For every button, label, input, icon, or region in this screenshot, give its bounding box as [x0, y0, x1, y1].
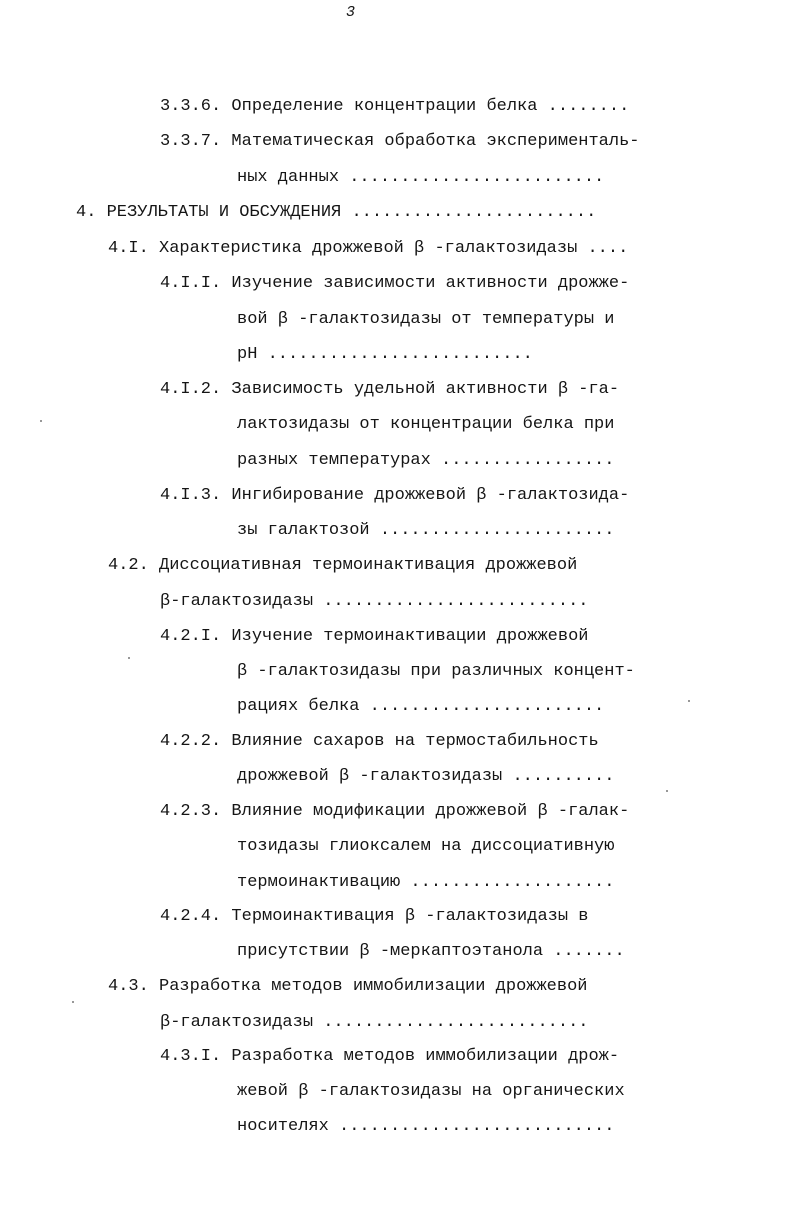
toc-entry-4-2-1-cont1: β -галактозидазы при различных концент- [237, 662, 635, 681]
toc-entry-4-3-cont: β-галактозидазы .......................... [160, 1013, 589, 1032]
page-number: 3 [346, 4, 356, 21]
toc-entry-4-1: 4.I. Характеристика дрожжевой β -галактозидазы .... [108, 239, 629, 258]
toc-entry-4-1-1-cont1: вой β -галактозидазы от температуры и [237, 310, 615, 329]
toc-entry-4-3-1-cont1: жевой β -галактозидазы на органических [237, 1082, 625, 1101]
toc-entry-4-1-3-cont: зы галактозой ....................... [237, 521, 615, 540]
toc-entry-4-2-2: 4.2.2. Влияние сахаров на термостабильность [160, 732, 599, 751]
toc-entry-4-2-3-cont2: термоинактивацию .................... [237, 873, 615, 892]
toc-entry-4-2-1-cont2: рациях белка ....................... [237, 697, 605, 716]
toc-entry-3-3-7: 3.3.7. Математическая обработка эксперименталь- [160, 132, 640, 151]
toc-entry-4-2-4: 4.2.4. Термоинактивация β -галактозидазы в [160, 907, 589, 926]
toc-entry-4-3: 4.3. Разработка методов иммобилизации дрожжевой [108, 977, 588, 996]
scan-speck [666, 790, 668, 792]
toc-entry-4-2-3: 4.2.3. Влияние модификации дрожжевой β -галак- [160, 802, 630, 821]
toc-entry-4-2-2-cont: дрожжевой β -галактозидазы .......... [237, 767, 615, 786]
toc-entry-4-3-1: 4.3.I. Разработка методов иммобилизации дрож- [160, 1047, 620, 1066]
toc-entry-4: 4. РЕЗУЛЬТАТЫ И ОБСУЖДЕНИЯ ........................ [76, 203, 597, 222]
toc-entry-4-2-1: 4.2.I. Изучение термоинактивации дрожжевой [160, 627, 589, 646]
toc-entry-3-3-6: 3.3.6. Определение концентрации белка ........ [160, 97, 630, 116]
toc-entry-4-3-1-cont2: носителях ........................... [237, 1117, 615, 1136]
toc-entry-4-1-2-cont2: разных температурах ................. [237, 451, 615, 470]
toc-entry-4-1-3: 4.I.3. Ингибирование дрожжевой β -галактозида- [160, 486, 630, 505]
toc-entry-4-2-3-cont1: тозидазы глиоксалем на диссоциативную [237, 837, 615, 856]
toc-entry-4-1-2: 4.I.2. Зависимость удельной активности β -га- [160, 380, 620, 399]
toc-entry-4-1-2-cont1: лактозидазы от концентрации белка при [237, 415, 615, 434]
scan-speck [128, 657, 130, 659]
toc-entry-4-1-1-cont2: pH .......................... [237, 345, 533, 364]
toc-entry-4-2-4-cont: присутствии β -меркаптоэтанола ....... [237, 942, 625, 961]
toc-entry-4-2-cont: β-галактозидазы .......................... [160, 592, 589, 611]
toc-entry-3-3-7-cont: ных данных ......................... [237, 168, 605, 187]
toc-entry-4-1-1: 4.I.I. Изучение зависимости активности дрожже- [160, 274, 630, 293]
scan-speck [688, 700, 690, 702]
toc-entry-4-2: 4.2. Диссоциативная термоинактивация дрожжевой [108, 556, 578, 575]
scan-speck [40, 420, 42, 422]
scan-speck [72, 1001, 74, 1003]
